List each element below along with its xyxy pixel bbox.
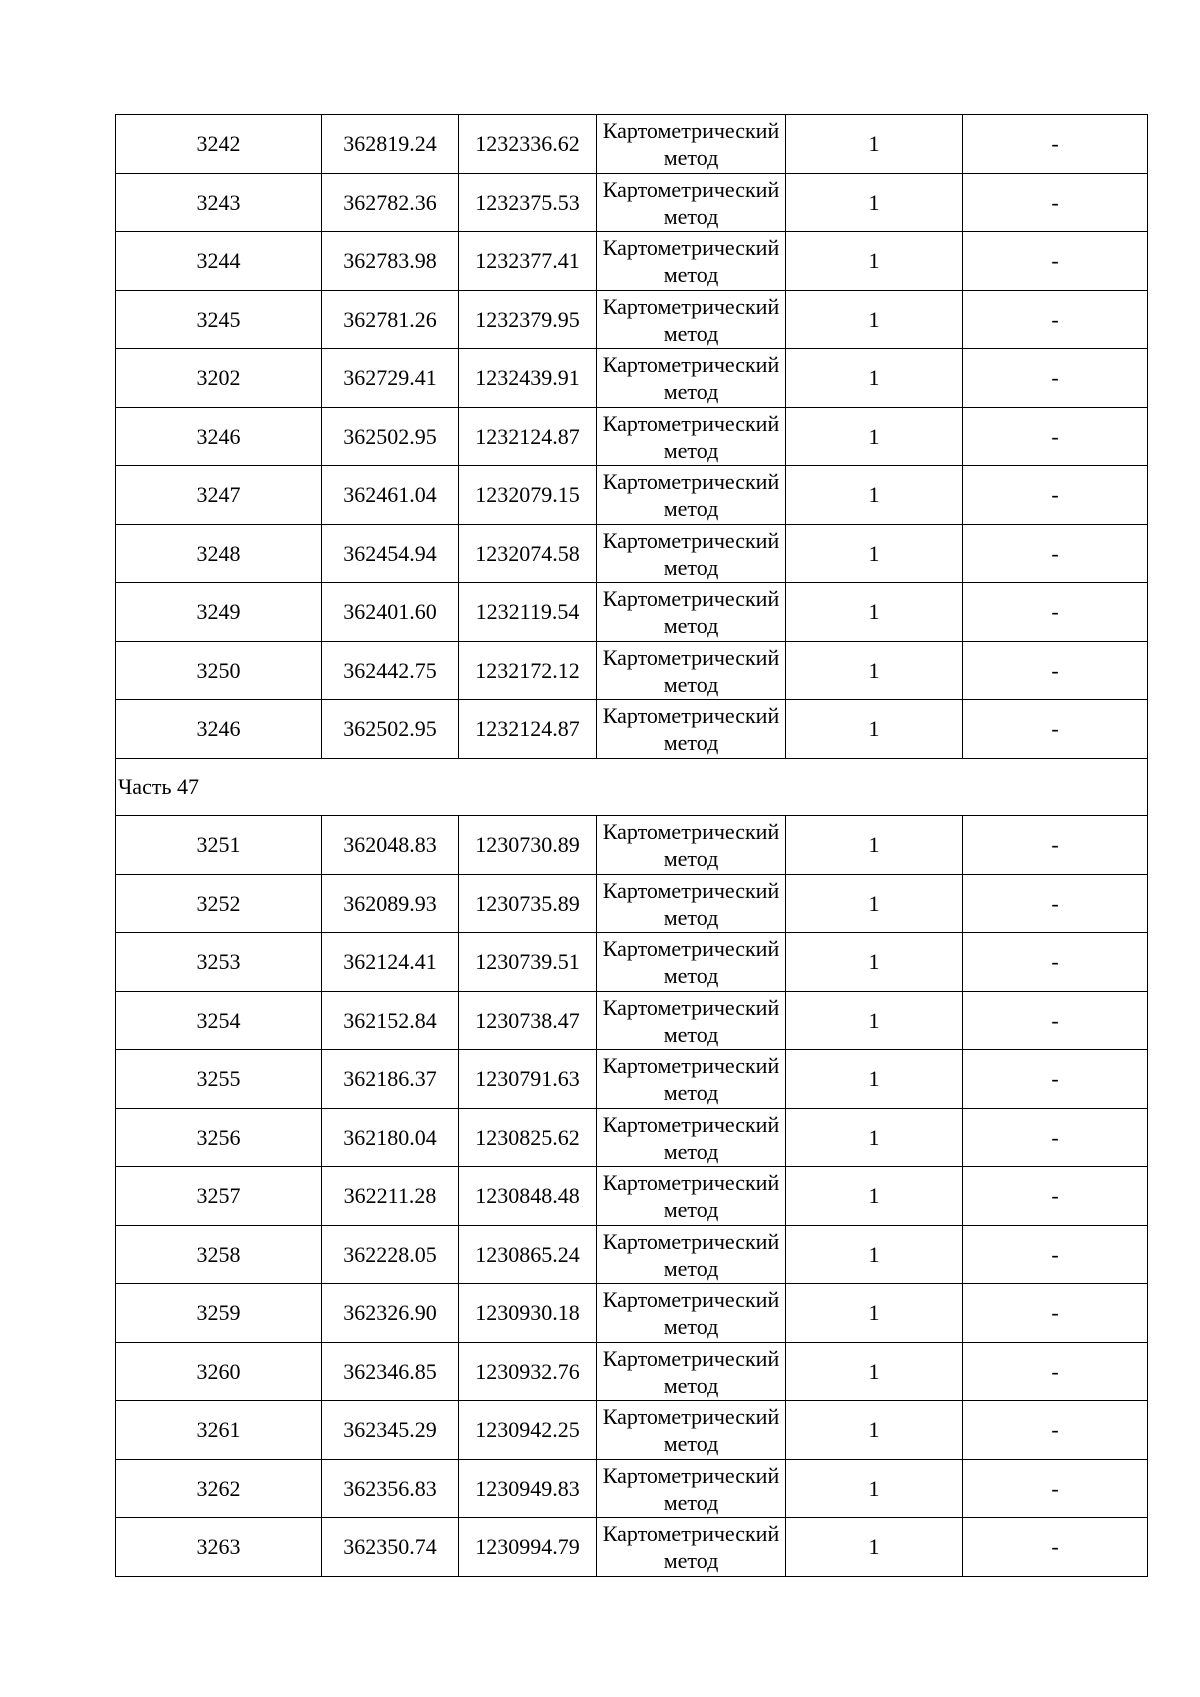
note-cell: -	[963, 1401, 1148, 1460]
y-coordinate-cell: 1230738.47	[459, 991, 597, 1050]
x-coordinate-cell: 362345.29	[322, 1401, 459, 1460]
part-label: Часть 47	[116, 758, 1148, 816]
table-row	[116, 173, 1148, 232]
table-row	[116, 933, 1148, 992]
note-cell: -	[963, 933, 1148, 992]
x-coordinate-cell: 362152.84	[322, 991, 459, 1050]
method-cell: Картометрический метод	[597, 115, 786, 174]
x-coordinate-cell: 362442.75	[322, 641, 459, 700]
note-cell: -	[963, 874, 1148, 933]
method-cell: Картометрический метод	[597, 874, 786, 933]
point-number-cell: 3246	[116, 700, 322, 759]
table-row	[116, 1050, 1148, 1109]
note-cell: -	[963, 1108, 1148, 1167]
point-number-cell: 3249	[116, 583, 322, 642]
accuracy-cell: 1	[786, 349, 963, 408]
note-cell: -	[963, 583, 1148, 642]
table-row	[116, 816, 1148, 875]
x-coordinate-cell: 362346.85	[322, 1342, 459, 1401]
note-cell: -	[963, 349, 1148, 408]
accuracy-cell: 1	[786, 816, 963, 875]
point-number-cell: 3255	[116, 1050, 322, 1109]
x-coordinate-cell: 362326.90	[322, 1284, 459, 1343]
x-coordinate-cell: 362782.36	[322, 173, 459, 232]
note-cell: -	[963, 700, 1148, 759]
note-cell: -	[963, 524, 1148, 583]
accuracy-cell: 1	[786, 232, 963, 291]
point-number-cell: 3256	[116, 1108, 322, 1167]
y-coordinate-cell: 1230791.63	[459, 1050, 597, 1109]
method-cell: Картометрический метод	[597, 641, 786, 700]
x-coordinate-cell: 362819.24	[322, 115, 459, 174]
point-number-cell: 3202	[116, 349, 322, 408]
y-coordinate-cell: 1230865.24	[459, 1225, 597, 1284]
point-number-cell: 3260	[116, 1342, 322, 1401]
accuracy-cell: 1	[786, 700, 963, 759]
note-cell: -	[963, 1167, 1148, 1226]
table-row	[116, 641, 1148, 700]
accuracy-cell: 1	[786, 407, 963, 466]
note-cell: -	[963, 407, 1148, 466]
y-coordinate-cell: 1230942.25	[459, 1401, 597, 1460]
y-coordinate-cell: 1230825.62	[459, 1108, 597, 1167]
y-coordinate-cell: 1232377.41	[459, 232, 597, 291]
accuracy-cell: 1	[786, 466, 963, 525]
point-number-cell: 3262	[116, 1459, 322, 1518]
x-coordinate-cell: 362783.98	[322, 232, 459, 291]
table-row	[116, 1225, 1148, 1284]
note-cell: -	[963, 816, 1148, 875]
table-row	[116, 991, 1148, 1050]
point-number-cell: 3247	[116, 466, 322, 525]
x-coordinate-cell: 362781.26	[322, 290, 459, 349]
table-row	[116, 115, 1148, 174]
accuracy-cell: 1	[786, 1342, 963, 1401]
accuracy-cell: 1	[786, 1401, 963, 1460]
table-row	[116, 232, 1148, 291]
note-cell: -	[963, 1459, 1148, 1518]
coordinates-table-body	[116, 115, 1148, 1577]
accuracy-cell: 1	[786, 1518, 963, 1577]
x-coordinate-cell: 362186.37	[322, 1050, 459, 1109]
point-number-cell: 3245	[116, 290, 322, 349]
method-cell: Картометрический метод	[597, 991, 786, 1050]
point-number-cell: 3257	[116, 1167, 322, 1226]
method-cell: Картометрический метод	[597, 1342, 786, 1401]
y-coordinate-cell: 1230730.89	[459, 816, 597, 875]
y-coordinate-cell: 1232124.87	[459, 700, 597, 759]
x-coordinate-cell: 362089.93	[322, 874, 459, 933]
accuracy-cell: 1	[786, 524, 963, 583]
y-coordinate-cell: 1232119.54	[459, 583, 597, 642]
point-number-cell: 3250	[116, 641, 322, 700]
method-cell: Картометрический метод	[597, 1167, 786, 1226]
accuracy-cell: 1	[786, 1225, 963, 1284]
point-number-cell: 3243	[116, 173, 322, 232]
accuracy-cell: 1	[786, 874, 963, 933]
table-row	[116, 407, 1148, 466]
note-cell: -	[963, 115, 1148, 174]
table-row	[116, 290, 1148, 349]
x-coordinate-cell: 362729.41	[322, 349, 459, 408]
accuracy-cell: 1	[786, 991, 963, 1050]
table-row	[116, 524, 1148, 583]
x-coordinate-cell: 362461.04	[322, 466, 459, 525]
method-cell: Картометрический метод	[597, 1050, 786, 1109]
accuracy-cell: 1	[786, 290, 963, 349]
point-number-cell: 3263	[116, 1518, 322, 1577]
accuracy-cell: 1	[786, 1284, 963, 1343]
note-cell: -	[963, 1518, 1148, 1577]
y-coordinate-cell: 1232336.62	[459, 115, 597, 174]
method-cell: Картометрический метод	[597, 407, 786, 466]
accuracy-cell: 1	[786, 1108, 963, 1167]
method-cell: Картометрический метод	[597, 583, 786, 642]
table-row	[116, 1401, 1148, 1460]
x-coordinate-cell: 362502.95	[322, 700, 459, 759]
method-cell: Картометрический метод	[597, 173, 786, 232]
point-number-cell: 3261	[116, 1401, 322, 1460]
point-number-cell: 3254	[116, 991, 322, 1050]
accuracy-cell: 1	[786, 173, 963, 232]
y-coordinate-cell: 1232124.87	[459, 407, 597, 466]
note-cell: -	[963, 641, 1148, 700]
method-cell: Картометрический метод	[597, 700, 786, 759]
y-coordinate-cell: 1230735.89	[459, 874, 597, 933]
x-coordinate-cell: 362502.95	[322, 407, 459, 466]
y-coordinate-cell: 1230994.79	[459, 1518, 597, 1577]
point-number-cell: 3258	[116, 1225, 322, 1284]
point-number-cell: 3246	[116, 407, 322, 466]
table-row	[116, 1342, 1148, 1401]
x-coordinate-cell: 362356.83	[322, 1459, 459, 1518]
x-coordinate-cell: 362228.05	[322, 1225, 459, 1284]
point-number-cell: 3251	[116, 816, 322, 875]
y-coordinate-cell: 1232439.91	[459, 349, 597, 408]
accuracy-cell: 1	[786, 1050, 963, 1109]
note-cell: -	[963, 232, 1148, 291]
table-row	[116, 700, 1148, 759]
method-cell: Картометрический метод	[597, 1108, 786, 1167]
y-coordinate-cell: 1230932.76	[459, 1342, 597, 1401]
part-header-row	[116, 758, 1148, 816]
table-row	[116, 1108, 1148, 1167]
note-cell: -	[963, 290, 1148, 349]
table-row	[116, 1518, 1148, 1577]
y-coordinate-cell: 1232079.15	[459, 466, 597, 525]
coordinates-table	[115, 114, 1148, 1577]
method-cell: Картометрический метод	[597, 816, 786, 875]
x-coordinate-cell: 362211.28	[322, 1167, 459, 1226]
note-cell: -	[963, 173, 1148, 232]
y-coordinate-cell: 1232375.53	[459, 173, 597, 232]
accuracy-cell: 1	[786, 1459, 963, 1518]
note-cell: -	[963, 991, 1148, 1050]
note-cell: -	[963, 1225, 1148, 1284]
table-row	[116, 1284, 1148, 1343]
point-number-cell: 3244	[116, 232, 322, 291]
table-row	[116, 1459, 1148, 1518]
x-coordinate-cell: 362180.04	[322, 1108, 459, 1167]
y-coordinate-cell: 1230739.51	[459, 933, 597, 992]
y-coordinate-cell: 1230848.48	[459, 1167, 597, 1226]
y-coordinate-cell: 1230930.18	[459, 1284, 597, 1343]
note-cell: -	[963, 1050, 1148, 1109]
y-coordinate-cell: 1232172.12	[459, 641, 597, 700]
y-coordinate-cell: 1230949.83	[459, 1459, 597, 1518]
x-coordinate-cell: 362454.94	[322, 524, 459, 583]
accuracy-cell: 1	[786, 641, 963, 700]
method-cell: Картометрический метод	[597, 232, 786, 291]
method-cell: Картометрический метод	[597, 933, 786, 992]
note-cell: -	[963, 1284, 1148, 1343]
y-coordinate-cell: 1232379.95	[459, 290, 597, 349]
method-cell: Картометрический метод	[597, 1284, 786, 1343]
table-row	[116, 349, 1148, 408]
x-coordinate-cell: 362048.83	[322, 816, 459, 875]
method-cell: Картометрический метод	[597, 524, 786, 583]
x-coordinate-cell: 362124.41	[322, 933, 459, 992]
table-row	[116, 1167, 1148, 1226]
x-coordinate-cell: 362350.74	[322, 1518, 459, 1577]
accuracy-cell: 1	[786, 115, 963, 174]
method-cell: Картометрический метод	[597, 290, 786, 349]
x-coordinate-cell: 362401.60	[322, 583, 459, 642]
note-cell: -	[963, 1342, 1148, 1401]
note-cell: -	[963, 466, 1148, 525]
method-cell: Картометрический метод	[597, 1225, 786, 1284]
point-number-cell: 3248	[116, 524, 322, 583]
accuracy-cell: 1	[786, 1167, 963, 1226]
point-number-cell: 3252	[116, 874, 322, 933]
point-number-cell: 3253	[116, 933, 322, 992]
table-row	[116, 583, 1148, 642]
method-cell: Картометрический метод	[597, 1518, 786, 1577]
method-cell: Картометрический метод	[597, 466, 786, 525]
table-row	[116, 466, 1148, 525]
point-number-cell: 3242	[116, 115, 322, 174]
point-number-cell: 3259	[116, 1284, 322, 1343]
accuracy-cell: 1	[786, 583, 963, 642]
y-coordinate-cell: 1232074.58	[459, 524, 597, 583]
method-cell: Картометрический метод	[597, 349, 786, 408]
accuracy-cell: 1	[786, 933, 963, 992]
method-cell: Картометрический метод	[597, 1401, 786, 1460]
method-cell: Картометрический метод	[597, 1459, 786, 1518]
table-row	[116, 874, 1148, 933]
